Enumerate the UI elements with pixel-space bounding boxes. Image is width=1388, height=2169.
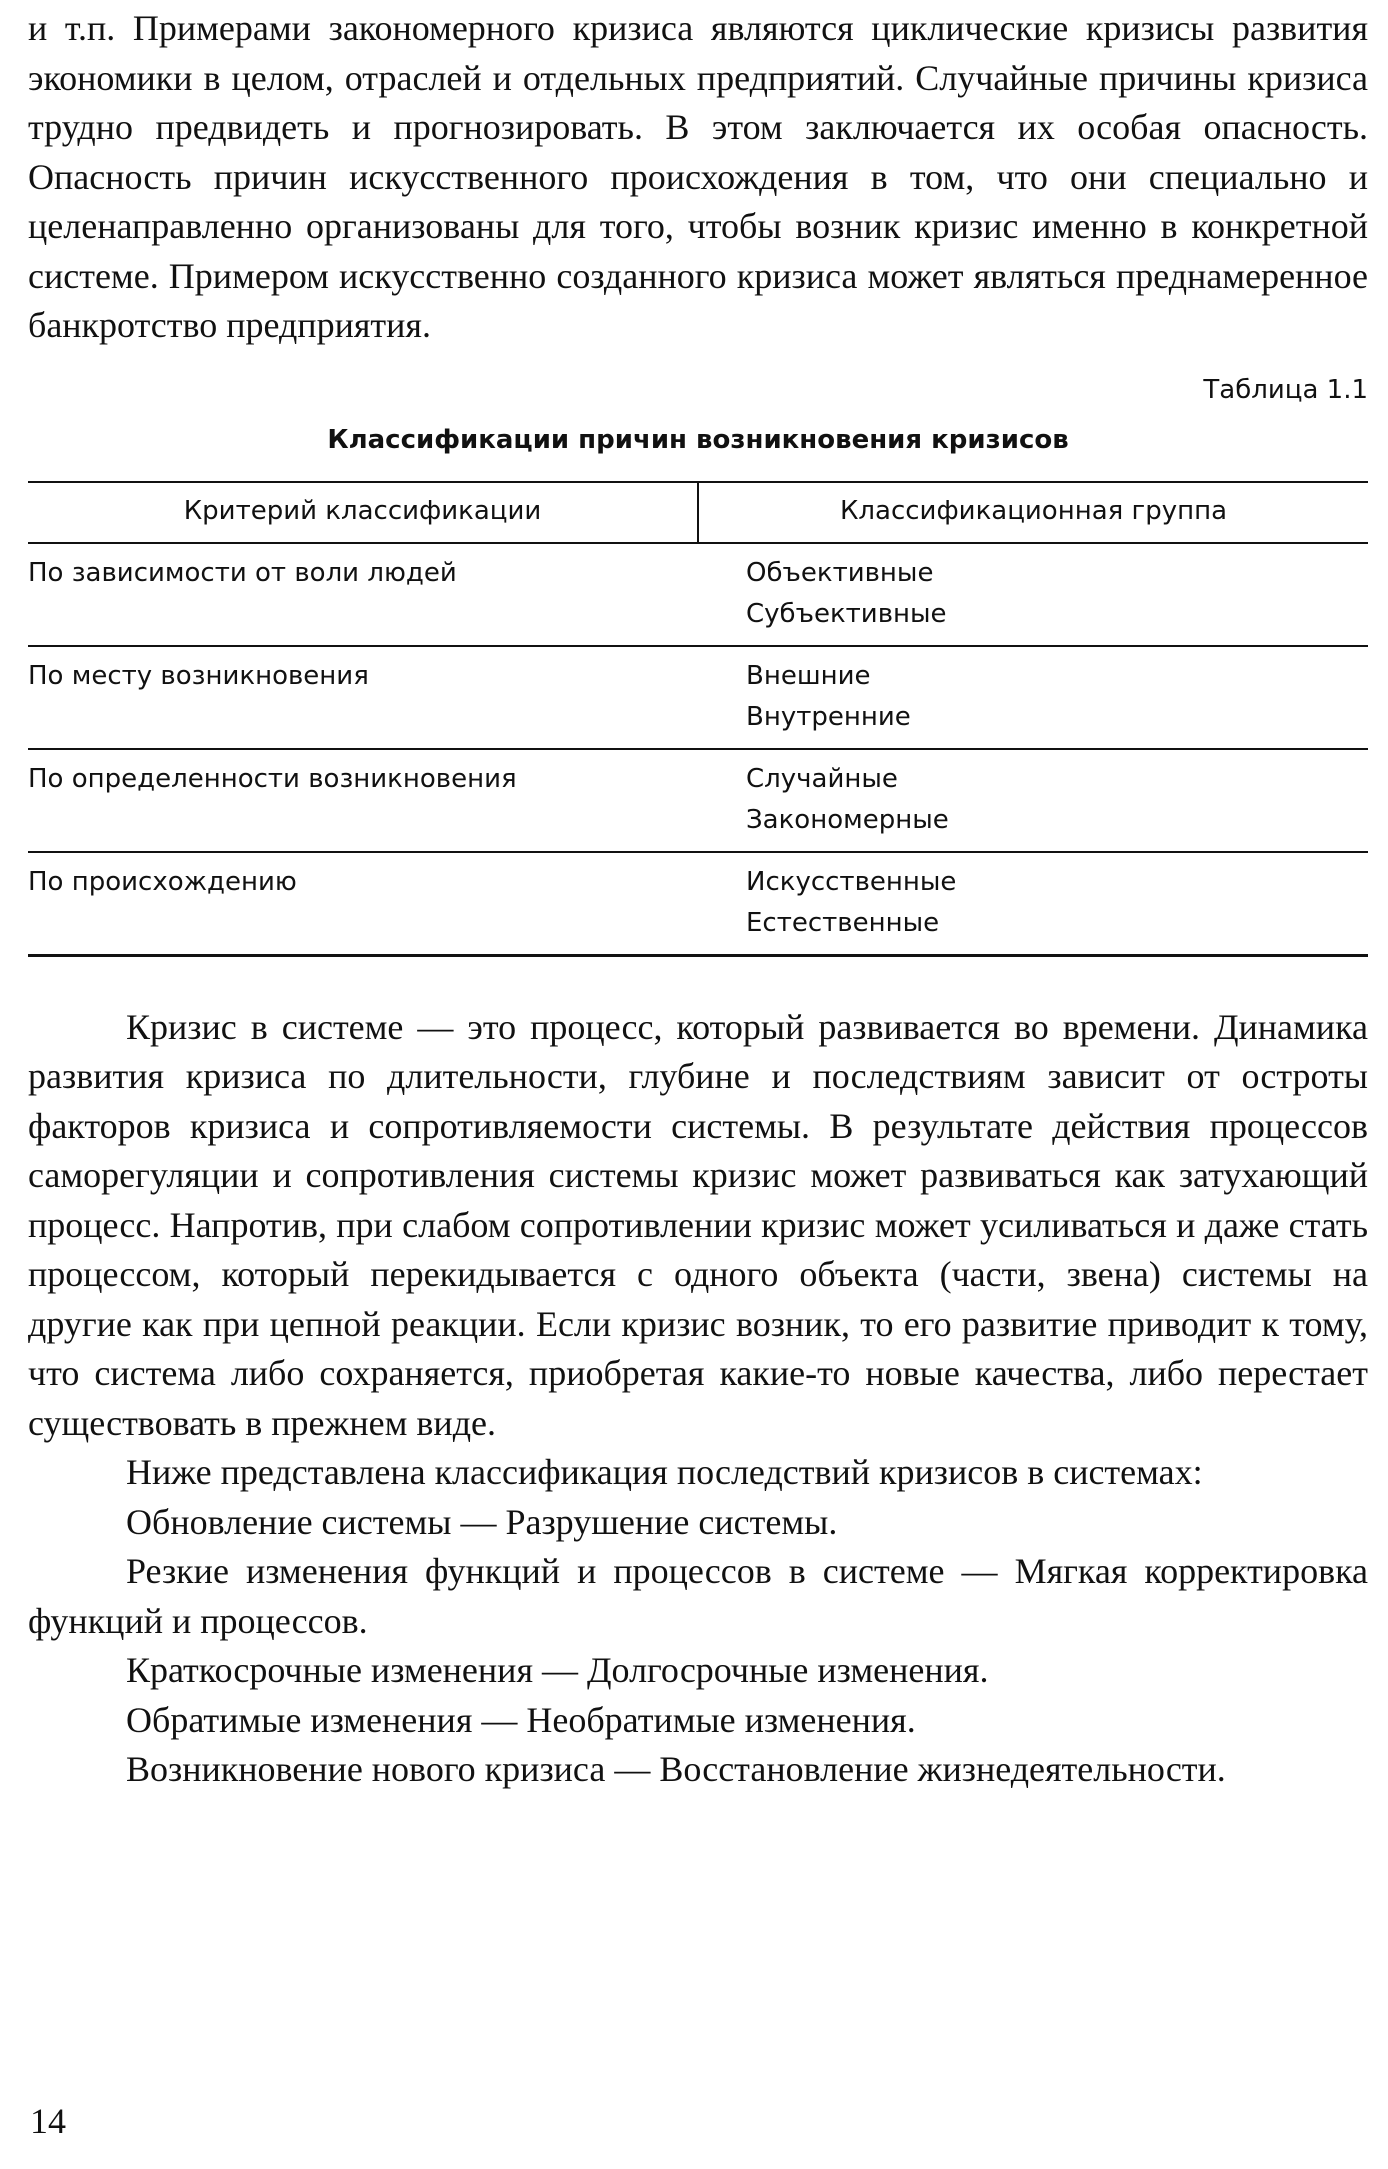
column-header-group: Классификационная группа bbox=[698, 482, 1368, 543]
consequence-item: Возникновение нового кризиса — Восстановление жизнедеятельности. bbox=[126, 1749, 1226, 1789]
group-cell bbox=[698, 543, 1368, 646]
group-item: Субъективные bbox=[746, 598, 947, 629]
table-row bbox=[28, 749, 1368, 852]
criterion-cell: По происхождению bbox=[28, 852, 698, 956]
group-item: Случайные bbox=[746, 763, 898, 794]
body-paragraph: Кризис в системе — это процесс, который развивается во времени. Динамика развития кризиса по длительности, глубине и последствиям зависит от остроты факторов кризиса и сопротивляемости системы. В результате действия процессов саморегуляции и сопротивления системы кризис может развиваться как затухающий процесс. Напротив, при слабом сопротивлении кризис может усиливаться и даже стать процессом, который перекидывается с одного объекта (части, звена) системы на другие как при цепной реакции. Если кризис возник, то его развитие приводит к тому, что система либо сохраняется, приобретая какие-то новые качества, либо перестает существовать в прежнем виде. bbox=[28, 1006, 1368, 1443]
group-item: Внутренние bbox=[746, 701, 911, 732]
page-number: 14 bbox=[30, 2101, 66, 2141]
group-item: Естественные bbox=[746, 907, 940, 938]
criterion-cell: По определенности возникновения bbox=[28, 749, 698, 852]
criterion-cell: По зависимости от воли людей bbox=[28, 543, 698, 646]
consequence-item: Резкие изменения функций и процессов в системе — Мягкая корректировка функций и процессов. bbox=[28, 1551, 1368, 1641]
table-row bbox=[28, 543, 1368, 646]
table-row bbox=[28, 852, 1368, 956]
classification-table bbox=[28, 481, 1368, 957]
table-title: Классификации причин возникновения кризисов bbox=[327, 424, 1069, 455]
body-paragraph: Ниже представлена классификация последствий кризисов в системах: bbox=[126, 1452, 1203, 1492]
group-cell bbox=[698, 646, 1368, 749]
consequence-item: Краткосрочные изменения — Долгосрочные изменения. bbox=[126, 1650, 989, 1690]
book-page bbox=[28, 4, 1368, 2164]
column-header-criterion: Критерий классификации bbox=[28, 482, 698, 543]
group-cell bbox=[698, 852, 1368, 956]
group-item: Искусственные bbox=[746, 866, 957, 897]
table-number: Таблица 1.1 bbox=[1203, 374, 1368, 405]
table-row bbox=[28, 646, 1368, 749]
consequence-item: Обратимые изменения — Необратимые изменения. bbox=[126, 1699, 916, 1740]
group-item: Закономерные bbox=[746, 804, 949, 835]
group-item: Внешние bbox=[746, 660, 871, 691]
consequence-item: Обновление системы — Разрушение системы. bbox=[126, 1501, 838, 1542]
table-header-row bbox=[28, 482, 1368, 543]
intro-paragraph: и т.п. Примерами закономерного кризиса являются циклические кризисы развития экономики в целом, отраслей и отдельных предприятий. Случайные причины кризиса трудно предвидеть и прогнозировать. В этом заключается их особая опасность. Опасность причин искусственного происхождения в том, что они специально и целенаправленно организованы для того, чтобы возник кризис именно в конкретной системе. Примером искусственно созданного кризиса может являться преднамеренное банкротство предприятия. bbox=[28, 8, 1368, 345]
group-item: Объективные bbox=[746, 557, 934, 588]
group-cell bbox=[698, 749, 1368, 852]
criterion-cell: По месту возникновения bbox=[28, 646, 698, 749]
